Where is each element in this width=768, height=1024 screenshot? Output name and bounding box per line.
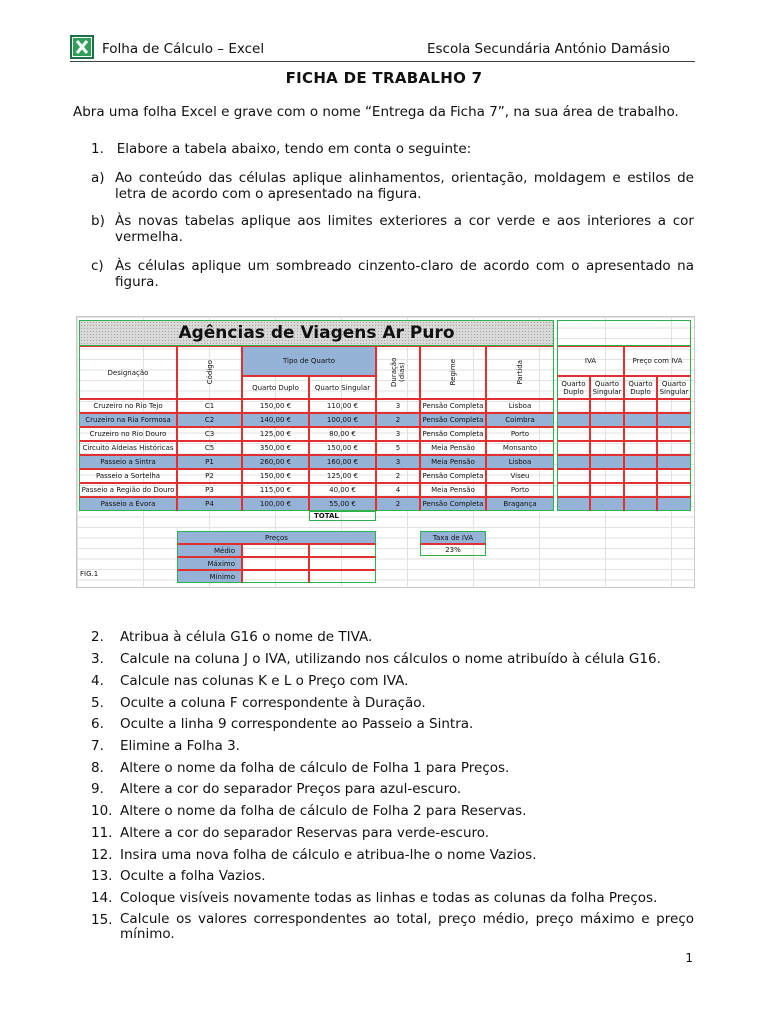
cell-iva-empty (557, 469, 590, 483)
cell-iva-empty (590, 427, 624, 441)
cell-quarto-singular: 160,00 € (309, 455, 376, 469)
item-number: 2. (91, 629, 104, 645)
header-partida: Partida (486, 346, 554, 399)
item-text: Coloque visíveis novamente todas as linhas e todas as colunas da folha Preços. (120, 890, 658, 906)
item-text: Atribua à célula G16 o nome de TIVA. (120, 629, 373, 645)
sub-item-c (91, 258, 694, 290)
header-left-text: Folha de Cálculo – Excel (102, 41, 265, 57)
cell-iva-empty (557, 441, 590, 455)
header-codigo: Código (177, 346, 242, 399)
cell-iva-empty (657, 455, 691, 469)
cell-designacao: Passeio a Região do Douro (79, 483, 177, 497)
item-text: Altere o nome da folha de cálculo de Folha 2 para Reservas. (120, 803, 527, 819)
header-right-text: Escola Secundária António Damásio (426, 41, 670, 57)
precos-value-cell (309, 557, 376, 570)
banner-title: Agências de Viagens Ar Puro (178, 323, 455, 343)
cell-codigo: C3 (177, 427, 242, 441)
cell-codigo: P2 (177, 469, 242, 483)
cell-regime: Pensão Completa (420, 399, 486, 413)
cell-partida: Porto (486, 483, 554, 497)
header-tipo-quarto: Tipo de Quarto (242, 346, 376, 376)
item-number: 9. (91, 781, 104, 797)
precos-value-cell (309, 544, 376, 557)
sub-item-text: Às células aplique um sombreado cinzento-claro de acordo com o apresentado na figura. (115, 258, 694, 290)
taxa-iva-header: Taxa de IVA (420, 531, 486, 544)
cell-designacao: Passeio a Évora (79, 497, 177, 511)
cell-duracao: 3 (376, 455, 420, 469)
cell-designacao: Passeio a Sintra (79, 455, 177, 469)
cell-regime: Meia Pensão (420, 441, 486, 455)
cell-iva-empty (557, 399, 590, 413)
precos-row-label: Máximo (177, 557, 242, 570)
spreadsheet-figure (76, 316, 695, 588)
item-number: 4. (91, 673, 104, 689)
cell-iva-empty (624, 399, 657, 413)
cell-quarto-singular: 55,00 € (309, 497, 376, 511)
header-pc-duplo: Quarto Duplo (624, 376, 657, 399)
cell-iva-empty (557, 455, 590, 469)
precos-row-label: Mínimo (177, 570, 242, 583)
cell-iva-empty (590, 413, 624, 427)
sub-item-label: b) (91, 213, 105, 229)
item-text: Altere o nome da folha de cálculo de Folha 1 para Preços. (120, 760, 510, 776)
item-number: 3. (91, 651, 104, 667)
item-text: Altere a cor do separador Preços para azul-escuro. (120, 781, 462, 797)
item-text: Oculte a linha 9 correspondente ao Passeio a Sintra. (120, 716, 474, 732)
total-box (309, 511, 376, 521)
cell-quarto-duplo: 350,00 € (242, 441, 309, 455)
header-regime: Regime (420, 346, 486, 399)
sub-item-text: Às novas tabelas aplique aos limites exteriores a cor verde e aos interiores a cor vermelha. (115, 213, 694, 245)
cell-regime: Pensão Completa (420, 427, 486, 441)
item-number: 10. (91, 803, 113, 819)
cell-duracao: 5 (376, 441, 420, 455)
cell-iva-empty (590, 455, 624, 469)
table-banner (79, 320, 554, 346)
cell-quarto-duplo: 100,00 € (242, 497, 309, 511)
cell-quarto-duplo: 150,00 € (242, 469, 309, 483)
cell-quarto-singular: 125,00 € (309, 469, 376, 483)
page-number: 1 (685, 951, 693, 965)
cell-codigo: P3 (177, 483, 242, 497)
cell-quarto-singular: 100,00 € (309, 413, 376, 427)
cell-partida: Lisboa (486, 399, 554, 413)
intro-text: Abra uma folha Excel e grave com o nome “Entrega da Ficha 7”, na sua área de trabalho. (73, 104, 679, 120)
cell-iva-empty (657, 399, 691, 413)
cell-duracao: 3 (376, 399, 420, 413)
item-text: Calcule os valores correspondentes ao total, preço médio, preço máximo e preço mínimo. (120, 911, 694, 942)
cell-partida: Porto (486, 427, 554, 441)
cell-partida: Lisboa (486, 455, 554, 469)
cell-iva-empty (657, 413, 691, 427)
cell-iva-empty (624, 427, 657, 441)
cell-regime: Pensão Completa (420, 469, 486, 483)
item-text: Oculte a coluna F correspondente à Duração. (120, 695, 426, 711)
item-number: 13. (91, 868, 113, 884)
list-item-1 (91, 141, 471, 157)
taxa-iva-value: 23% (420, 544, 486, 556)
iva-banner-box (557, 320, 691, 346)
cell-codigo: P4 (177, 497, 242, 511)
cell-iva-empty (624, 483, 657, 497)
cell-quarto-duplo: 260,00 € (242, 455, 309, 469)
cell-iva-empty (657, 497, 691, 511)
cell-designacao: Cruzeiro na Ria Formosa (79, 413, 177, 427)
cell-iva-empty (590, 399, 624, 413)
item-text: Calcule na coluna J o IVA, utilizando nos cálculos o nome atribuído à célula G16. (120, 651, 661, 667)
cell-duracao: 4 (376, 483, 420, 497)
cell-codigo: C2 (177, 413, 242, 427)
cell-designacao: Cruzeiro no Rio Douro (79, 427, 177, 441)
cell-iva-empty (624, 497, 657, 511)
header-iva-duplo: Quarto Duplo (557, 376, 590, 399)
sub-item-label: a) (91, 170, 105, 186)
cell-iva-empty (557, 427, 590, 441)
cell-codigo: C5 (177, 441, 242, 455)
item-number: 11. (91, 825, 113, 841)
cell-partida: Coimbra (486, 413, 554, 427)
cell-quarto-duplo: 115,00 € (242, 483, 309, 497)
sub-item-a (91, 170, 694, 202)
cell-partida: Viseu (486, 469, 554, 483)
cell-duracao: 2 (376, 413, 420, 427)
header-iva-singular: Quarto Singular (590, 376, 624, 399)
cell-iva-empty (657, 441, 691, 455)
precos-value-cell (242, 570, 309, 583)
item-number: 15. (91, 912, 113, 928)
cell-partida: Monsanto (486, 441, 554, 455)
cell-designacao: Cruzeiro no Rio Tejo (79, 399, 177, 413)
cell-iva-empty (624, 455, 657, 469)
cell-regime: Pensão Completa (420, 497, 486, 511)
page-header (70, 33, 695, 62)
cell-iva-empty (590, 497, 624, 511)
cell-iva-empty (657, 427, 691, 441)
cell-partida: Bragança (486, 497, 554, 511)
cell-quarto-duplo: 140,00 € (242, 413, 309, 427)
excel-icon (70, 35, 94, 59)
item-text: Calcule nas colunas K e L o Preço com IVA. (120, 673, 409, 689)
cell-quarto-singular: 150,00 € (309, 441, 376, 455)
cell-iva-empty (590, 483, 624, 497)
item-number: 14. (91, 890, 113, 906)
cell-regime: Meia Pensão (420, 455, 486, 469)
cell-iva-empty (624, 441, 657, 455)
cell-duracao: 3 (376, 427, 420, 441)
sub-item-label: c) (91, 258, 104, 274)
cell-quarto-duplo: 150,00 € (242, 399, 309, 413)
cell-iva-empty (557, 497, 590, 511)
cell-designacao: Circuito Aldeias Históricas (79, 441, 177, 455)
cell-quarto-singular: 80,00 € (309, 427, 376, 441)
precos-header: Preços (177, 531, 376, 544)
item-text: Elimine a Folha 3. (120, 738, 240, 754)
item-number: 12. (91, 847, 113, 863)
figure-label: FIG.1 (80, 570, 99, 578)
precos-value-cell (242, 544, 309, 557)
sub-item-text: Ao conteúdo das células aplique alinhamentos, orientação, moldagem e estilos de letra de acordo com o apresentado na figura. (115, 170, 694, 202)
item-text: Insira uma nova folha de cálculo e atribua-lhe o nome Vazios. (120, 847, 537, 863)
precos-value-cell (242, 557, 309, 570)
cell-regime: Meia Pensão (420, 483, 486, 497)
item-number: 7. (91, 738, 104, 754)
item-text: Altere a cor do separador Reservas para verde-escuro. (120, 825, 490, 841)
header-duracao: Duração (dias) (376, 346, 420, 399)
cell-designacao: Passeio a Sortelha (79, 469, 177, 483)
cell-quarto-singular: 110,00 € (309, 399, 376, 413)
cell-duracao: 2 (376, 469, 420, 483)
cell-iva-empty (590, 469, 624, 483)
item-text: Elabore a tabela abaixo, tendo em conta o seguinte: (116, 141, 472, 157)
cell-iva-empty (557, 483, 590, 497)
cell-iva-empty (624, 413, 657, 427)
cell-codigo: C1 (177, 399, 242, 413)
cell-quarto-duplo: 125,00 € (242, 427, 309, 441)
item-number: 8. (91, 760, 104, 776)
sub-item-b (91, 213, 694, 245)
header-designacao: Designação (79, 346, 177, 399)
item-number: 6. (91, 716, 104, 732)
header-pc-singular: Quarto Singular (657, 376, 691, 399)
cell-iva-empty (657, 483, 691, 497)
item-number: 1. (91, 141, 104, 157)
cell-duracao: 2 (376, 497, 420, 511)
cell-regime: Pensão Completa (420, 413, 486, 427)
item-text: Oculte a folha Vazios. (120, 868, 266, 884)
cell-codigo: P1 (177, 455, 242, 469)
cell-iva-empty (624, 469, 657, 483)
page-title: FICHA DE TRABALHO 7 (285, 69, 483, 87)
precos-value-cell (309, 570, 376, 583)
header-iva: IVA (557, 346, 624, 376)
cell-iva-empty (657, 469, 691, 483)
cell-iva-empty (557, 413, 590, 427)
header-quarto-singular: Quarto Singular (309, 376, 376, 399)
cell-quarto-singular: 40,00 € (309, 483, 376, 497)
item-number: 5. (91, 695, 104, 711)
header-preco-iva: Preço com IVA (624, 346, 691, 376)
cell-iva-empty (590, 441, 624, 455)
precos-row-label: Médio (177, 544, 242, 557)
header-quarto-duplo: Quarto Duplo (242, 376, 309, 399)
total-label: TOTAL (309, 511, 376, 521)
